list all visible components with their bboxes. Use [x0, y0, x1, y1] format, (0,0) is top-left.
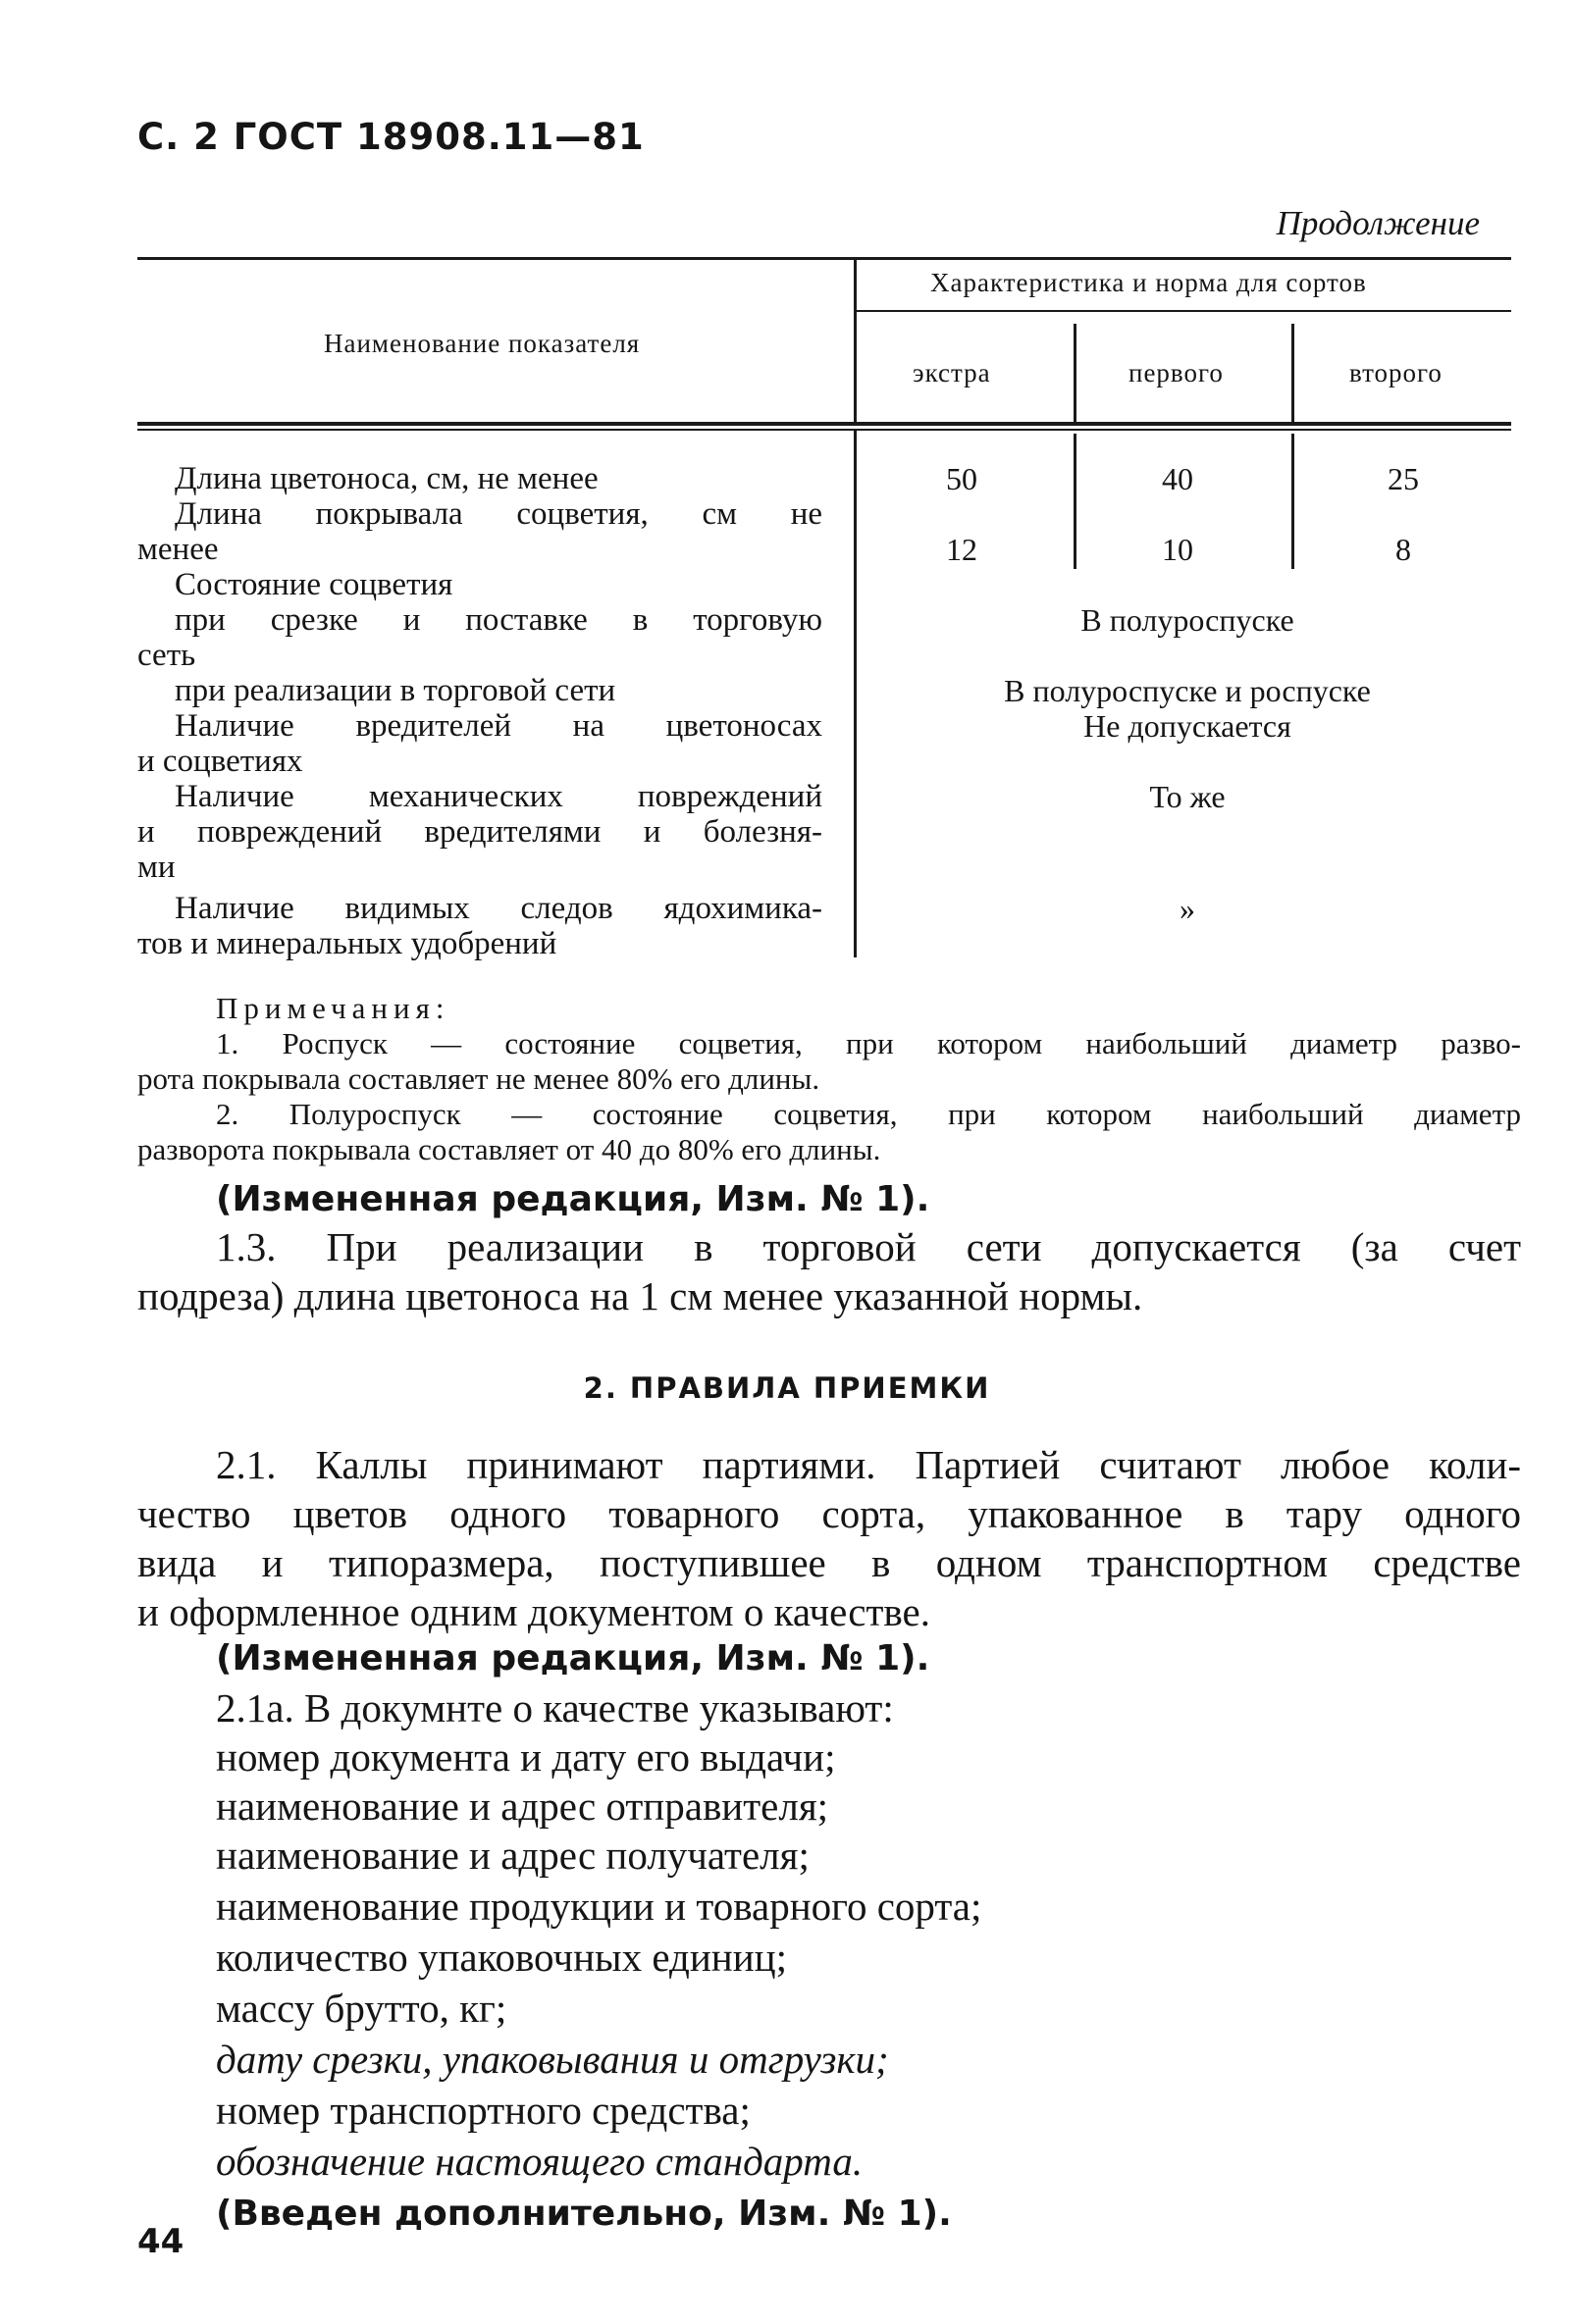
note-2: 2. Полуроспуск — состояние соцветия, при котором наибольший диаметр [216, 1097, 1521, 1131]
table-cell-value: 50 [946, 461, 977, 496]
table-row-name: при реализации в торговой сети [175, 673, 616, 708]
table-top-rule [137, 257, 1511, 260]
amendment-note: (Измененная редакция, Изм. № 1). [216, 1179, 930, 1219]
paragraph-1-3-cont: подреза) длина цветоноса на 1 см менее указанной нормы. [137, 1273, 1143, 1318]
table-row-name-cont: ми [137, 850, 176, 885]
table-row-name-cont: тов и минеральных удобрений [137, 926, 557, 961]
column-group-header: Характеристика и норма для сортов [930, 268, 1367, 297]
paragraph-2-1-cont: и оформленное одним документом о качестве. [137, 1589, 930, 1634]
table-merged-value: То же [1149, 779, 1226, 814]
table-row-name-cont: сеть [137, 638, 196, 673]
column-header-extra: экстра [913, 358, 991, 387]
table-row-name-cont: и повреждений вредителями и болезня- [137, 814, 822, 850]
column-header-name: Наименование показателя [324, 329, 641, 358]
table-header-bottom-rule [137, 422, 1511, 426]
continuation-label: Продолжение [1276, 204, 1480, 242]
list-item: обозначение настоящего стандарта. [216, 2139, 864, 2184]
list-item: наименование и адрес отправителя; [216, 1783, 829, 1829]
list-item: номер документа и дату его выдачи; [216, 1734, 836, 1780]
section-title: 2. ПРАВИЛА ПРИЕМКИ [583, 1371, 991, 1405]
table-cell-value: 8 [1395, 532, 1411, 567]
table-col-divider [1074, 324, 1076, 426]
notes-title: Примечания: [216, 991, 450, 1025]
paragraph-2-1a: 2.1а. В докумнте о качестве указывают: [216, 1685, 894, 1730]
table-col-divider [1291, 324, 1294, 426]
table-row-name: Наличие вредителей на цветоносах [175, 708, 822, 744]
table-col-divider [1291, 434, 1294, 569]
table-col-divider [1074, 434, 1076, 569]
table-row-name: Наличие видимых следов ядохимика- [175, 891, 822, 926]
list-item: дату срезки, упаковывания и отгрузки; [216, 2037, 889, 2082]
table-row-name: при срезке и поставке в торговую [175, 602, 822, 638]
list-item: количество упаковочных единиц; [216, 1935, 788, 1980]
table-merged-value: В полуроспуске [1080, 602, 1294, 638]
table-merged-value: Не допускается [1083, 708, 1291, 744]
note-2-cont: разворота покрывала составляет от 40 до 80% его длины. [137, 1132, 881, 1166]
paragraph-1-3: 1.3. При реализации в торговой сети допускается (за счет [216, 1224, 1521, 1269]
table-row-name-cont: и соцветиях [137, 744, 303, 779]
table-row-name: Состояние соцветия [175, 567, 453, 602]
list-item: наименование продукции и товарного сорта; [216, 1884, 982, 1929]
table-row-name: Длина цветоноса, см, не менее [175, 461, 599, 496]
table-merged-value: В полуроспуске и роспуске [1004, 673, 1371, 708]
column-header-first: первого [1128, 358, 1224, 387]
paragraph-2-1-cont: чество цветов одного товарного сорта, упакованное в тару одного [137, 1491, 1521, 1536]
amendment-note: (Введен дополнительно, Изм. № 1). [216, 2194, 952, 2234]
table-row-name-cont: менее [137, 532, 219, 567]
group-header-rule [856, 310, 1511, 312]
paragraph-2-1: 2.1. Каллы принимают партиями. Партией считают любое коли- [216, 1442, 1521, 1487]
table-header-bottom-rule-2 [137, 429, 1511, 431]
table-cell-value: 12 [946, 532, 977, 567]
table-row-name: Наличие механических повреждений [175, 779, 822, 814]
page-number: 44 [137, 2222, 184, 2261]
paragraph-2-1-cont: вида и типоразмера, поступившее в одном транспортном средстве [137, 1540, 1521, 1585]
table-merged-value: » [1180, 891, 1195, 926]
note-1-cont: рота покрывала составляет не менее 80% его длины. [137, 1061, 820, 1096]
amendment-note: (Измененная редакция, Изм. № 1). [216, 1638, 930, 1678]
table-cell-value: 25 [1388, 461, 1419, 496]
table-col-divider [854, 430, 857, 957]
list-item: наименование и адрес получателя; [216, 1833, 810, 1878]
table-cell-value: 10 [1162, 532, 1193, 567]
page-header: С. 2 ГОСТ 18908.11—81 [137, 116, 645, 158]
list-item: массу брутто, кг; [216, 1986, 507, 2031]
table-col-divider [854, 257, 857, 426]
list-item: номер транспортного средства; [216, 2088, 751, 2133]
column-header-second: второго [1349, 358, 1443, 387]
table-cell-value: 40 [1162, 461, 1193, 496]
note-1: 1. Роспуск — состояние соцветия, при котором наибольший диаметр разво- [216, 1026, 1521, 1060]
table-row-name: Длина покрывала соцветия, см не [175, 496, 822, 532]
